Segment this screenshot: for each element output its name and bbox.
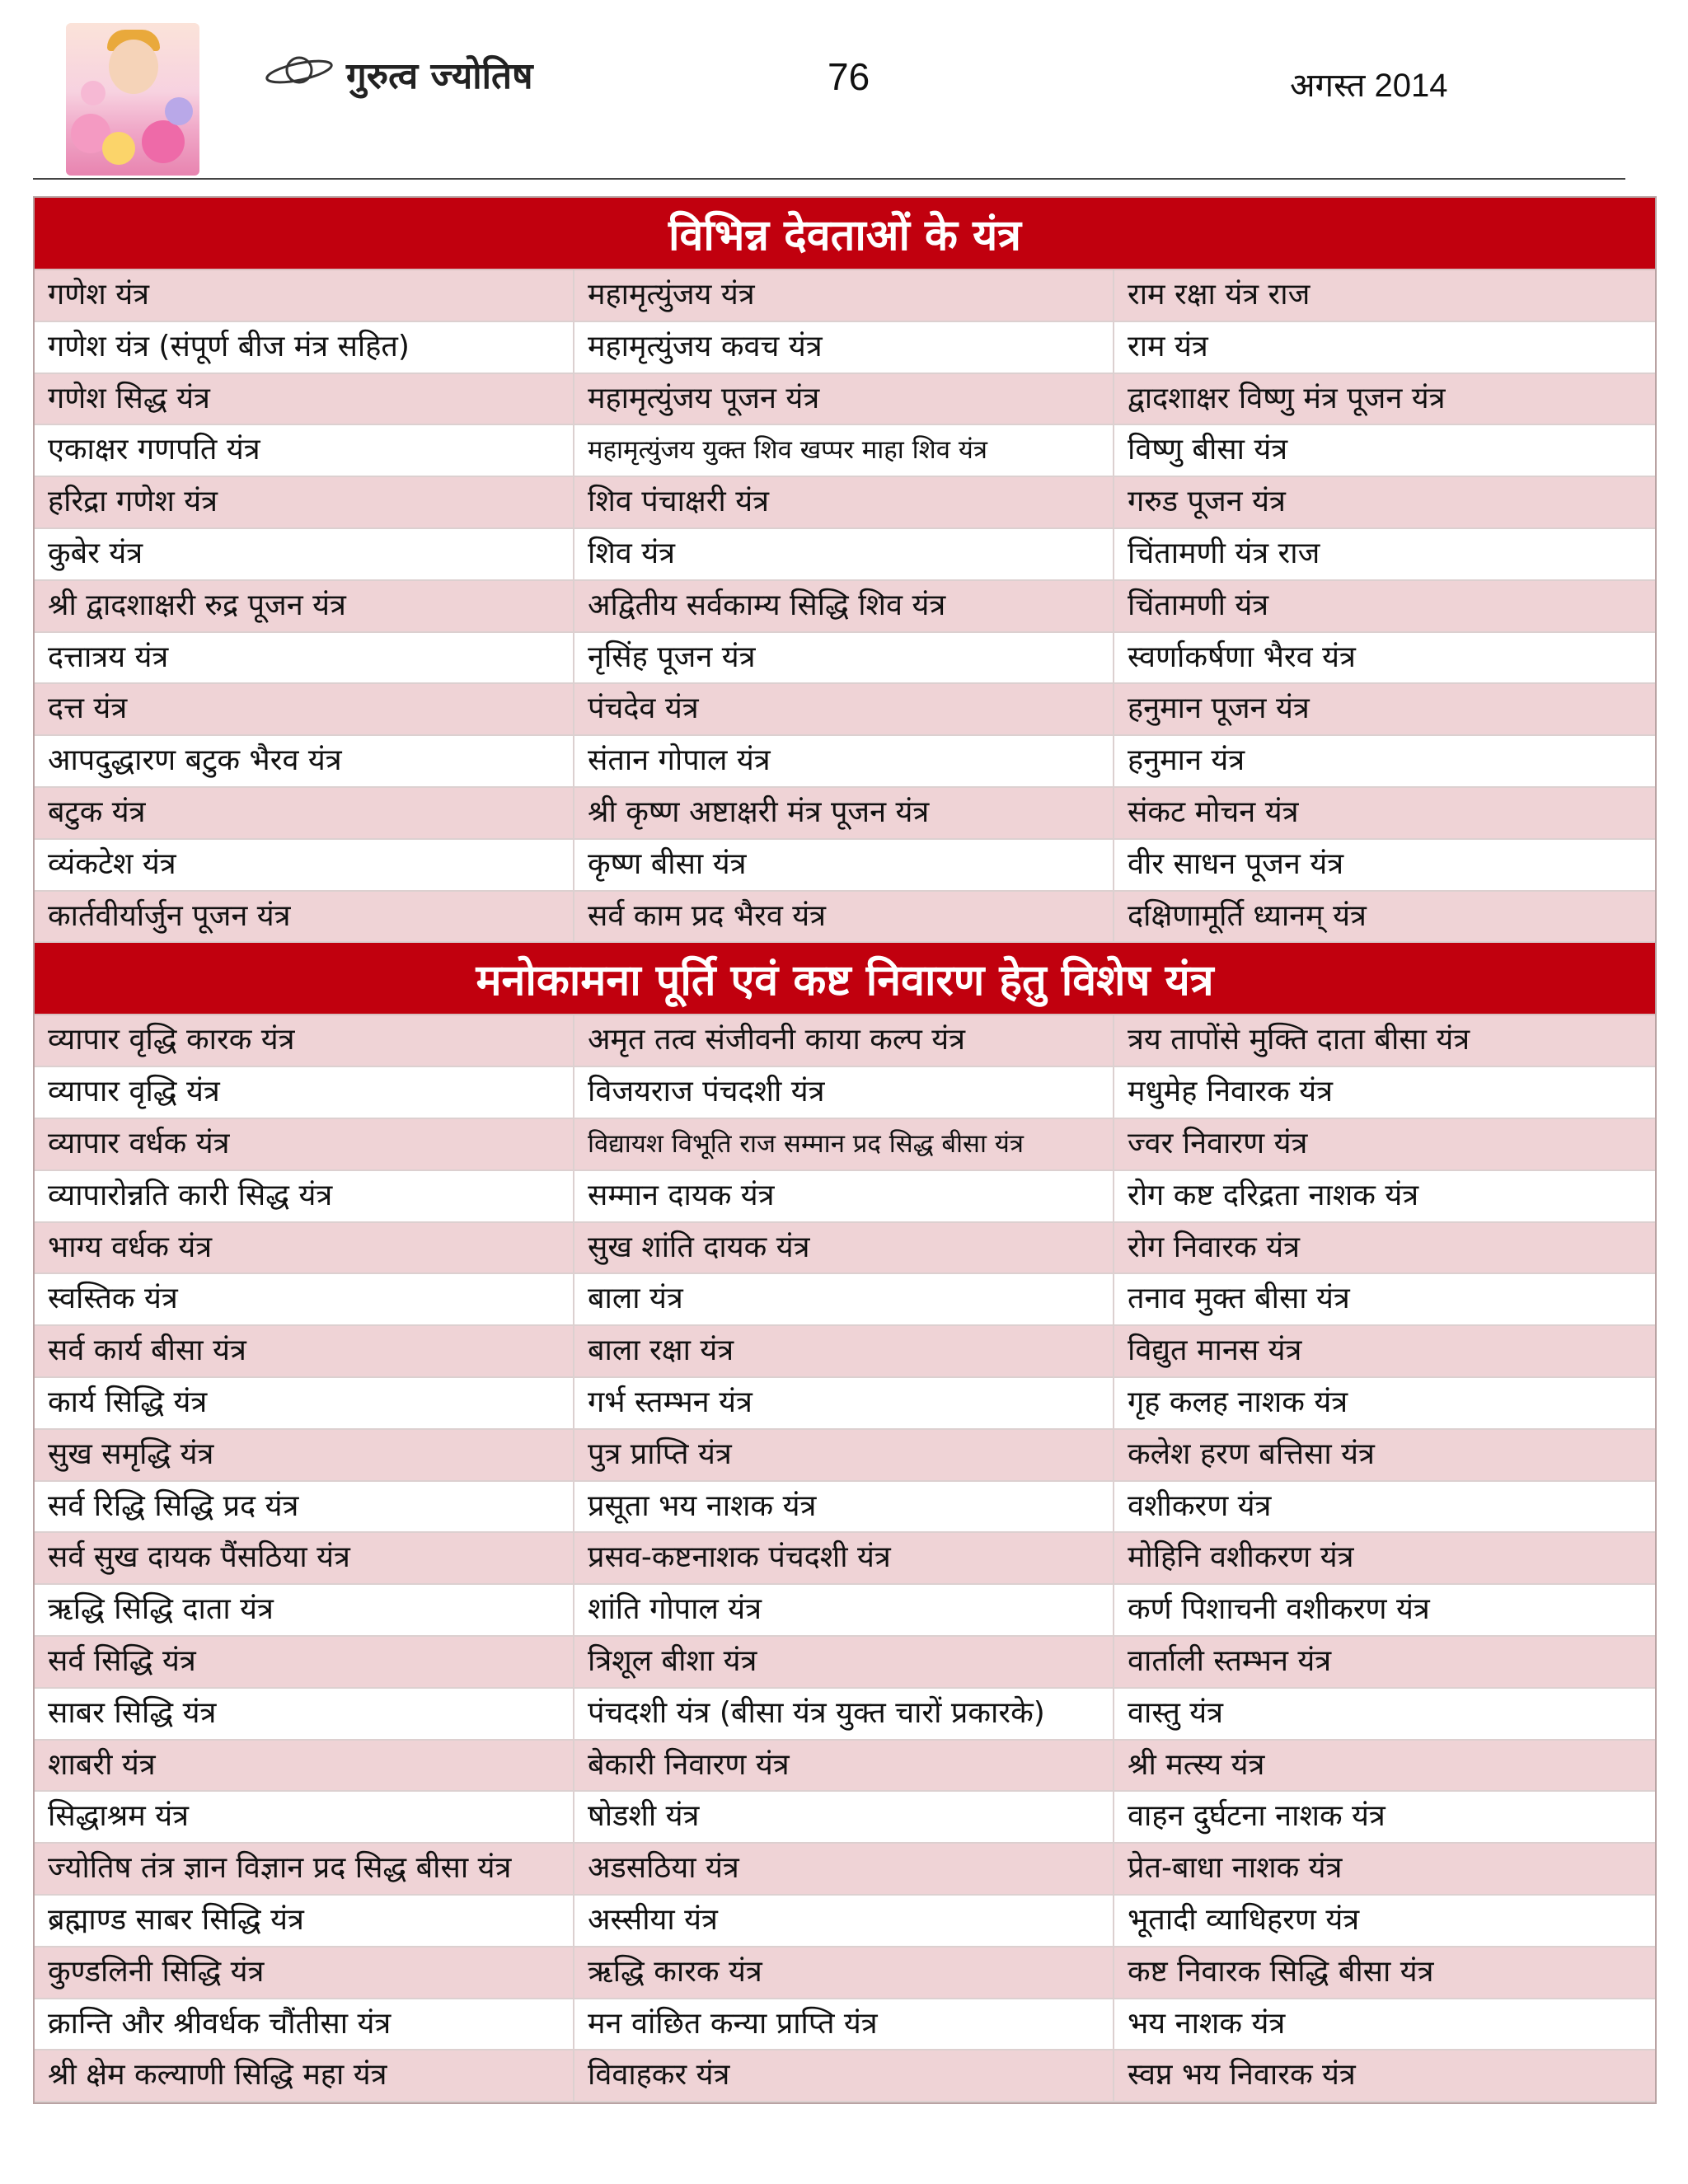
yantra-name-cell: शिव पंचाक्षरी यंत्र: [574, 477, 1114, 527]
yantra-name-cell: अमृत तत्व संजीवनी काया कल्प यंत्र: [574, 1015, 1114, 1066]
yantra-name-cell: प्रसव-कष्टनाशक पंचदशी यंत्र: [574, 1533, 1114, 1583]
yantra-name-cell: ऋद्धि कारक यंत्र: [574, 1947, 1114, 1998]
yantra-name-cell: वाहन दुर्घटना नाशक यंत्र: [1128, 1799, 1386, 1834]
table-row: [35, 374, 1655, 426]
flower-shape: [81, 81, 106, 105]
yantra-name-cell: वास्तु यंत्र: [1128, 1695, 1224, 1730]
yantra-name-cell: व्यापार वृद्धि यंत्र: [35, 1067, 574, 1118]
yantra-name-cell: व्यंकटेश यंत्र: [35, 840, 574, 890]
yantra-name-cell: विजयराज पंचदशी यंत्र: [574, 1067, 1114, 1118]
planet-icon: [262, 51, 336, 89]
yantra-name-cell: अस्सीया यंत्र: [574, 1896, 1114, 1946]
yantra-name-cell: त्रय तापोंसे मुक्ति दाता बीसा यंत्र: [1128, 1023, 1470, 1057]
table-row: [35, 1585, 1655, 1637]
yantra-name-cell: सुख समृद्धि यंत्र: [35, 1430, 574, 1480]
yantra-name-cell: विवाहकर यंत्र: [574, 2050, 1114, 2101]
yantra-name-cell: वीर साधन पूजन यंत्र: [1128, 846, 1344, 881]
yantra-name-cell: शांति गोपाल यंत्र: [574, 1585, 1114, 1635]
header-divider: [33, 178, 1625, 180]
krishna-logo-image: [66, 23, 199, 176]
yantra-name-cell: मधुमेह निवारक यंत्र: [1128, 1075, 1333, 1109]
yantra-name-cell: सुख शांति दायक यंत्र: [574, 1223, 1114, 1273]
yantra-name-cell: पंचदशी यंत्र (बीसा यंत्र युक्त चारों प्रकारके): [574, 1689, 1114, 1739]
yantra-name-cell: अद्वितीय सर्वकाम्य सिद्धि शिव यंत्र: [574, 581, 1114, 631]
flower-shape: [165, 97, 193, 125]
yantra-name-cell: स्वस्तिक यंत्र: [35, 1274, 574, 1324]
yantra-name-cell: स्वप्न भय निवारक यंत्र: [1128, 2058, 1356, 2093]
table-row: [35, 1430, 1655, 1482]
yantra-name-cell: महामृत्युंजय युक्त शिव खप्पर माहा शिव यंत्र: [574, 425, 1114, 476]
yantra-name-cell: कार्य सिद्धि यंत्र: [35, 1378, 574, 1428]
table-row: [35, 1482, 1655, 1534]
yantra-name-cell: स्वर्णाकर्षणा भैरव यंत्र: [1128, 640, 1356, 674]
yantra-name-cell: व्यापार वृद्धि कारक यंत्र: [35, 1015, 574, 1066]
section-heading: विभिन्न देवताओं के यंत्र: [35, 198, 1655, 270]
yantra-name-cell: व्यापार वर्धक यंत्र: [35, 1119, 574, 1169]
flower-shape: [102, 132, 135, 165]
yantra-name-cell: पंचदेव यंत्र: [574, 684, 1114, 734]
yantra-name-cell: श्री कृष्ण अष्टाक्षरी मंत्र पूजन यंत्र: [574, 788, 1114, 838]
yantra-name-cell: दक्षिणामूर्ति ध्यानम् यंत्र: [1128, 898, 1367, 933]
yantra-name-cell: बाला रक्षा यंत्र: [574, 1326, 1114, 1376]
yantra-name-cell: शाबरी यंत्र: [35, 1741, 574, 1791]
table-row: [35, 1015, 1655, 1067]
table-row: [35, 425, 1655, 477]
yantra-name-cell: गणेश यंत्र (संपूर्ण बीज मंत्र सहित): [35, 322, 574, 373]
table-row: [35, 270, 1655, 322]
yantra-name-cell: ब्रह्माण्ड साबर सिद्धि यंत्र: [35, 1896, 574, 1946]
yantra-name-cell: वार्ताली स्तम्भन यंत्र: [1128, 1643, 1332, 1678]
yantra-name-cell: बटुक यंत्र: [35, 788, 574, 838]
yantra-name-cell: कुबेर यंत्र: [35, 529, 574, 579]
yantra-name-cell: दत्त यंत्र: [35, 684, 574, 734]
yantra-name-cell: भूतादी व्याधिहरण यंत्र: [1128, 1902, 1360, 1937]
table-row: [35, 1067, 1655, 1119]
table-row: [35, 1326, 1655, 1378]
yantra-name-cell: प्रेत-बाधा नाशक यंत्र: [1128, 1851, 1343, 1886]
yantra-name-cell: सर्व कार्य बीसा यंत्र: [35, 1326, 574, 1376]
yantra-name-cell: गृह कलह नाशक यंत्र: [1128, 1385, 1348, 1419]
issue-date: अगस्त 2014: [1290, 68, 1448, 104]
yantra-name-cell: भाग्य वर्धक यंत्र: [35, 1223, 574, 1273]
yantra-name-cell: सर्व सिद्धि यंत्र: [35, 1637, 574, 1687]
page-header: [0, 0, 1688, 181]
yantra-name-cell: गणेश सिद्ध यंत्र: [35, 374, 574, 424]
table-row: [35, 1741, 1655, 1793]
yantra-name-cell: महामृत्युंजय कवच यंत्र: [574, 322, 1114, 373]
yantra-name-cell: श्री मत्स्य यंत्र: [1128, 1747, 1265, 1782]
yantra-name-cell: ऋद्धि सिद्धि दाता यंत्र: [35, 1585, 574, 1635]
yantra-name-cell: नृसिंह पूजन यंत्र: [574, 633, 1114, 683]
yantra-name-cell: विद्युत मानस यंत्र: [1128, 1333, 1302, 1368]
table-row: [35, 1844, 1655, 1896]
yantra-name-cell: कुण्डलिनी सिद्धि यंत्र: [35, 1947, 574, 1998]
table-row: [35, 1171, 1655, 1223]
table-row: [35, 684, 1655, 736]
yantra-table: [33, 196, 1657, 2104]
yantra-name-cell: प्रसूता भय नाशक यंत्र: [574, 1482, 1114, 1532]
table-row: [35, 1119, 1655, 1171]
table-row: [35, 1947, 1655, 1999]
yantra-name-cell: चिंतामणी यंत्र: [1128, 588, 1269, 622]
yantra-name-cell: ज्वर निवारण यंत्र: [1128, 1126, 1308, 1160]
table-row: [35, 1792, 1655, 1844]
yantra-name-cell: भय नाशक यंत्र: [1128, 2006, 1286, 2041]
yantra-name-cell: बेकारी निवारण यंत्र: [574, 1741, 1114, 1791]
yantra-name-cell: वशीकरण यंत्र: [1128, 1488, 1272, 1523]
yantra-name-cell: क्रान्ति और श्रीवर्धक चौंतीसा यंत्र: [35, 1999, 574, 2050]
yantra-name-cell: सम्मान दायक यंत्र: [574, 1171, 1114, 1221]
yantra-name-cell: कर्ण पिशाचनी वशीकरण यंत्र: [1128, 1592, 1430, 1627]
yantra-name-cell: शिव यंत्र: [574, 529, 1114, 579]
yantra-name-cell: दत्तात्रय यंत्र: [35, 633, 574, 683]
flower-shape: [142, 120, 185, 163]
section-heading: मनोकामना पूर्ति एवं कष्ट निवारण हेतु विशेष यंत्र: [35, 943, 1655, 1015]
yantra-name-cell: पुत्र प्राप्ति यंत्र: [574, 1430, 1114, 1480]
yantra-name-cell: राम रक्षा यंत्र राज: [1128, 278, 1311, 312]
yantra-name-cell: संतान गोपाल यंत्र: [574, 736, 1114, 786]
table-row: [35, 736, 1655, 788]
yantra-name-cell: मोहिनि वशीकरण यंत्र: [1128, 1540, 1354, 1575]
yantra-name-cell: हनुमान पूजन यंत्र: [1128, 691, 1310, 726]
table-row: [35, 1999, 1655, 2051]
yantra-name-cell: सर्व सुख दायक पैंसठिया यंत्र: [35, 1533, 574, 1583]
yantra-name-cell: राम यंत्र: [1128, 329, 1208, 363]
yantra-name-cell: सर्व काम प्रद भैरव यंत्र: [574, 892, 1114, 942]
yantra-name-cell: कष्ट निवारक सिद्धि बीसा यंत्र: [1128, 1954, 1434, 1989]
yantra-name-cell: कार्तवीर्यार्जुन पूजन यंत्र: [35, 892, 574, 942]
brand-title: गुरुत्व ज्योतिष: [346, 55, 533, 97]
yantra-name-cell: गर्भ स्तम्भन यंत्र: [574, 1378, 1114, 1428]
table-row: [35, 322, 1655, 374]
yantra-name-cell: द्वादशाक्षर विष्णु मंत्र पूजन यंत्र: [1128, 381, 1446, 415]
table-row: [35, 892, 1655, 944]
face-shape: [109, 40, 158, 94]
yantra-name-cell: अडसठिया यंत्र: [574, 1844, 1114, 1894]
yantra-name-cell: हनुमान यंत्र: [1128, 743, 1245, 778]
table-row: [35, 1689, 1655, 1741]
yantra-name-cell: तनाव मुक्त बीसा यंत्र: [1128, 1282, 1350, 1316]
table-row: [35, 633, 1655, 685]
table-row: [35, 1896, 1655, 1947]
table-row: [35, 2050, 1655, 2102]
table-row: [35, 788, 1655, 840]
table-row: [35, 477, 1655, 529]
yantra-name-cell: गरुड पूजन यंत्र: [1128, 485, 1286, 519]
yantra-name-cell: एकाक्षर गणपति यंत्र: [35, 425, 574, 476]
yantra-name-cell: त्रिशूल बीशा यंत्र: [574, 1637, 1114, 1687]
yantra-name-cell: आपदुद्धारण बटुक भैरव यंत्र: [35, 736, 574, 786]
yantra-name-cell: श्री द्वादशाक्षरी रुद्र पूजन यंत्र: [35, 581, 574, 631]
yantra-name-cell: व्यापारोन्नति कारी सिद्ध यंत्र: [35, 1171, 574, 1221]
yantra-name-cell: कलेश हरण बत्तिसा यंत्र: [1128, 1436, 1375, 1471]
table-row: [35, 1378, 1655, 1430]
yantra-name-cell: महामृत्युंजय यंत्र: [574, 270, 1114, 321]
yantra-name-cell: सर्व रिद्धि सिद्धि प्रद यंत्र: [35, 1482, 574, 1532]
yantra-name-cell: कृष्ण बीसा यंत्र: [574, 840, 1114, 890]
table-row: [35, 581, 1655, 633]
yantra-name-cell: श्री क्षेम कल्याणी सिद्धि महा यंत्र: [35, 2050, 574, 2101]
yantra-name-cell: हरिद्रा गणेश यंत्र: [35, 477, 574, 527]
yantra-name-cell: षोडशी यंत्र: [574, 1792, 1114, 1842]
table-row: [35, 1533, 1655, 1585]
page-number: 76: [828, 55, 870, 98]
yantra-name-cell: ज्योतिष तंत्र ज्ञान विज्ञान प्रद सिद्ध बीसा यंत्र: [35, 1844, 574, 1894]
yantra-name-cell: बाला यंत्र: [574, 1274, 1114, 1324]
yantra-name-cell: सिद्धाश्रम यंत्र: [35, 1792, 574, 1842]
yantra-name-cell: विद्यायश विभूति राज सम्मान प्रद सिद्ध बीसा यंत्र: [574, 1119, 1114, 1169]
table-row: [35, 1274, 1655, 1326]
yantra-name-cell: रोग निवारक यंत्र: [1128, 1230, 1300, 1264]
yantra-name-cell: गणेश यंत्र: [35, 270, 574, 321]
yantra-name-cell: विष्णु बीसा यंत्र: [1128, 433, 1288, 467]
table-row: [35, 840, 1655, 892]
yantra-name-cell: साबर सिद्धि यंत्र: [35, 1689, 574, 1739]
yantra-name-cell: महामृत्युंजय पूजन यंत्र: [574, 374, 1114, 424]
yantra-name-cell: मन वांछित कन्या प्राप्ति यंत्र: [574, 1999, 1114, 2050]
table-row: [35, 529, 1655, 581]
yantra-name-cell: रोग कष्ट दरिद्रता नाशक यंत्र: [1128, 1178, 1419, 1212]
table-row: [35, 1637, 1655, 1689]
yantra-name-cell: चिंतामणी यंत्र राज: [1128, 536, 1320, 570]
yantra-name-cell: संकट मोचन यंत्र: [1128, 794, 1299, 829]
table-row: [35, 1223, 1655, 1275]
